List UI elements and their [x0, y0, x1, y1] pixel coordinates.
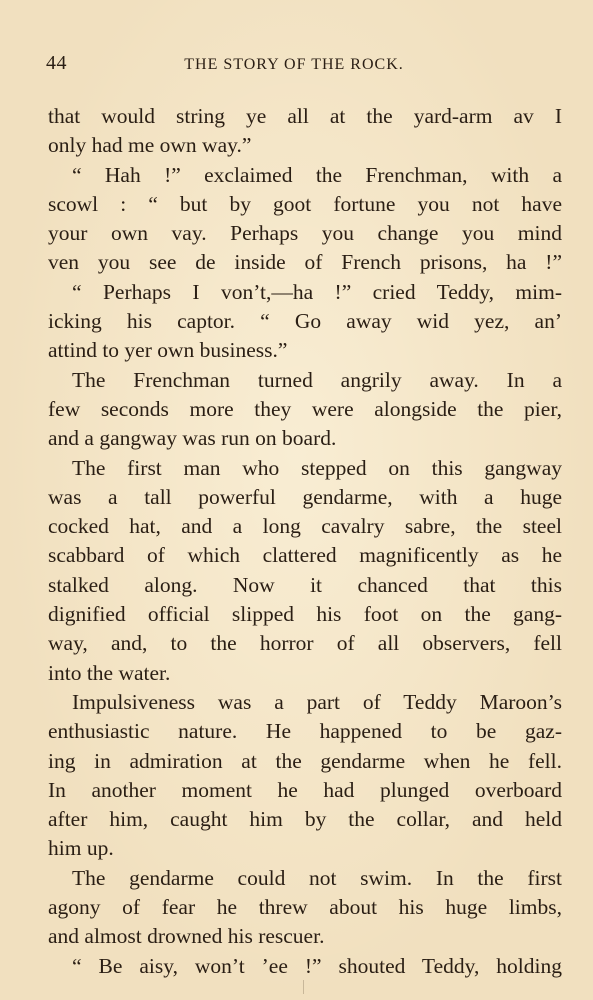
- text-line: and almost drowned his rescuer.: [48, 924, 325, 949]
- text-line: after him, caught him by the collar, and held: [48, 807, 562, 832]
- text-line: agony of fear he threw about his huge limbs,: [48, 895, 562, 920]
- text-line: In another moment he had plunged overboard: [48, 777, 562, 802]
- text-line: scabbard of which clattered magnificently as he: [48, 543, 562, 568]
- text-line: stalked along. Now it chanced that this: [48, 572, 562, 597]
- text-line: him up.: [48, 836, 114, 861]
- text-line: “ Be aisy, won’t ’ee !” shouted Teddy, holding: [72, 953, 562, 978]
- text-line: ven you see de inside of French prisons, ha !”: [48, 250, 562, 275]
- text-line: “ Hah !” exclaimed the Frenchman, with a: [72, 162, 562, 187]
- text-line: your own vay. Perhaps you change you mind: [48, 221, 562, 246]
- text-line: “ Perhaps I von’t,—ha !” cried Teddy, mim-: [72, 279, 562, 304]
- page-number: 44: [46, 52, 67, 74]
- running-title: THE STORY OF THE ROCK.: [184, 56, 404, 73]
- text-line: was a tall powerful gendarme, with a huge: [48, 484, 562, 509]
- text-line: cocked hat, and a long cavalry sabre, the steel: [48, 514, 562, 539]
- text-line: that would string ye all at the yard-arm av I: [48, 104, 562, 128]
- text-line: way, and, to the horror of all observers, fell: [48, 631, 562, 656]
- text-line: and a gangway was run on board.: [48, 426, 337, 451]
- text-line: attind to yer own business.”: [48, 338, 288, 363]
- body-text: [48, 102, 562, 981]
- text-line: The Frenchman turned angrily away. In a: [72, 367, 562, 392]
- text-line: few seconds more they were alongside the pier,: [48, 396, 562, 421]
- text-line: The first man who stepped on this gangway: [72, 455, 562, 480]
- text-line: only had me own way.”: [48, 133, 252, 158]
- text-line: enthusiastic nature. He happened to be gaz-: [48, 719, 562, 744]
- text-line: icking his captor. “ Go away wid yez, an’: [48, 309, 562, 334]
- text-line: scowl : “ but by goot fortune you not have: [48, 191, 562, 216]
- text-line: The gendarme could not swim. In the first: [72, 865, 562, 890]
- page-mark: [303, 980, 308, 994]
- text-line: dignified official slipped his foot on the gang-: [48, 602, 562, 627]
- text-line: into the water.: [48, 660, 171, 685]
- text-line: Impulsiveness was a part of Teddy Maroon’s: [72, 689, 562, 714]
- running-head: [46, 52, 542, 82]
- text-line: ing in admiration at the gendarme when he fell.: [48, 748, 562, 773]
